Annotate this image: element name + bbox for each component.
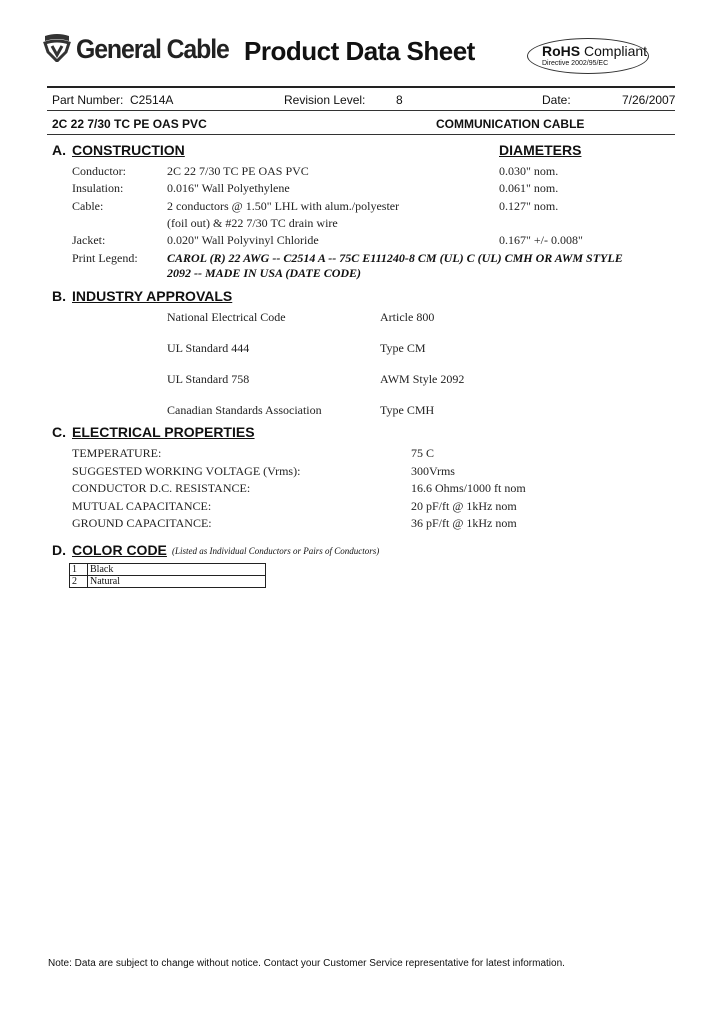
part-number-value: C2514A bbox=[130, 93, 174, 107]
color-name: Black bbox=[88, 564, 266, 576]
electrical-value: 36 pF/ft @ 1kHz nom bbox=[411, 516, 517, 530]
date-label: Date: bbox=[542, 93, 571, 107]
rohs-label: RoHS bbox=[542, 43, 581, 59]
conductor-value: 2C 22 7/30 TC PE OAS PVC bbox=[167, 164, 309, 178]
cable-value: 2 conductors @ 1.50" LHL with alum./polyester bbox=[167, 199, 400, 213]
section-d-letter: D. bbox=[52, 542, 66, 558]
product-description: 2C 22 7/30 TC PE OAS PVC bbox=[52, 117, 207, 131]
table-row bbox=[70, 564, 266, 576]
cable-label: Cable: bbox=[72, 199, 104, 213]
section-a-letter: A. bbox=[52, 142, 66, 158]
approval-name: Canadian Standards Association bbox=[167, 403, 322, 417]
approval-value: Article 800 bbox=[380, 310, 435, 324]
insulation-label: Insulation: bbox=[72, 181, 124, 195]
electrical-label: CONDUCTOR D.C. RESISTANCE: bbox=[72, 481, 251, 495]
rohs-compliant-label: Compliant bbox=[580, 43, 648, 59]
company-logo bbox=[42, 32, 242, 67]
construction-heading: CONSTRUCTION bbox=[72, 142, 185, 158]
product-type: COMMUNICATION CABLE bbox=[436, 117, 585, 131]
cable-diameter: 0.127" nom. bbox=[499, 199, 559, 213]
rohs-directive: Directive 2002/95/EC bbox=[542, 60, 609, 67]
electrical-value: 20 pF/ft @ 1kHz nom bbox=[411, 499, 517, 513]
jacket-value: 0.020" Wall Polyvinyl Chloride bbox=[167, 233, 319, 247]
section-b-letter: B. bbox=[52, 288, 66, 304]
section-c-letter: C. bbox=[52, 424, 66, 440]
color-code-table bbox=[69, 563, 266, 588]
color-number: 1 bbox=[70, 564, 88, 576]
color-code-heading: COLOR CODE bbox=[72, 542, 167, 558]
color-number: 2 bbox=[70, 576, 88, 588]
electrical-properties-heading: ELECTRICAL PROPERTIES bbox=[72, 424, 255, 440]
jacket-diameter: 0.167" +/- 0.008" bbox=[499, 233, 583, 247]
header-divider-mid bbox=[47, 110, 675, 111]
approval-name: UL Standard 444 bbox=[167, 341, 250, 355]
approval-value: AWM Style 2092 bbox=[380, 372, 465, 386]
page-title: Product Data Sheet bbox=[244, 36, 475, 66]
header-divider-bottom bbox=[47, 134, 675, 135]
rohs-main-text bbox=[542, 43, 647, 59]
table-row bbox=[70, 576, 266, 588]
insulation-value: 0.016" Wall Polyethylene bbox=[167, 181, 290, 195]
approval-name: National Electrical Code bbox=[167, 310, 286, 324]
insulation-diameter: 0.061" nom. bbox=[499, 181, 559, 195]
color-name: Natural bbox=[88, 576, 266, 588]
revision-label: Revision Level: bbox=[284, 93, 366, 107]
revision-value: 8 bbox=[396, 93, 403, 107]
electrical-value: 300Vrms bbox=[411, 464, 455, 478]
electrical-label: MUTUAL CAPACITANCE: bbox=[72, 499, 212, 513]
print-legend-line-1: CAROL (R) 22 AWG -- C2514 A -- 75C E111240-8 CM (UL) C (UL) CMH OR AWM STYLE bbox=[167, 251, 623, 265]
conductor-label: Conductor: bbox=[72, 164, 126, 178]
footer-note: Note: Data are subject to change without notice. Contact your Customer Service representative for latest information. bbox=[48, 958, 565, 969]
print-legend-line-2: 2092 -- MADE IN USA (DATE CODE) bbox=[167, 266, 362, 280]
general-cable-logo-icon bbox=[42, 32, 72, 67]
electrical-label: GROUND CAPACITANCE: bbox=[72, 516, 212, 530]
approval-value: Type CMH bbox=[380, 403, 435, 417]
color-code-note: (Listed as Individual Conductors or Pairs of Conductors) bbox=[172, 546, 380, 556]
date-value: 7/26/2007 bbox=[622, 93, 676, 107]
industry-approvals-heading: INDUSTRY APPROVALS bbox=[72, 288, 233, 304]
electrical-label: SUGGESTED WORKING VOLTAGE (Vrms): bbox=[72, 464, 301, 478]
electrical-label: TEMPERATURE: bbox=[72, 446, 162, 460]
brand-name: General Cable bbox=[76, 34, 229, 64]
print-legend-label: Print Legend: bbox=[72, 251, 138, 265]
approval-name: UL Standard 758 bbox=[167, 372, 250, 386]
rohs-compliance-badge bbox=[527, 38, 649, 74]
approval-value: Type CM bbox=[380, 341, 426, 355]
part-number-label: Part Number: bbox=[52, 93, 124, 107]
header-divider-top bbox=[47, 86, 675, 88]
electrical-value: 16.6 Ohms/1000 ft nom bbox=[411, 481, 526, 495]
diameters-heading: DIAMETERS bbox=[499, 142, 582, 158]
cable-value-continued: (foil out) & #22 7/30 TC drain wire bbox=[167, 216, 338, 230]
conductor-diameter: 0.030" nom. bbox=[499, 164, 559, 178]
jacket-label: Jacket: bbox=[72, 233, 106, 247]
electrical-value: 75 C bbox=[411, 446, 435, 460]
